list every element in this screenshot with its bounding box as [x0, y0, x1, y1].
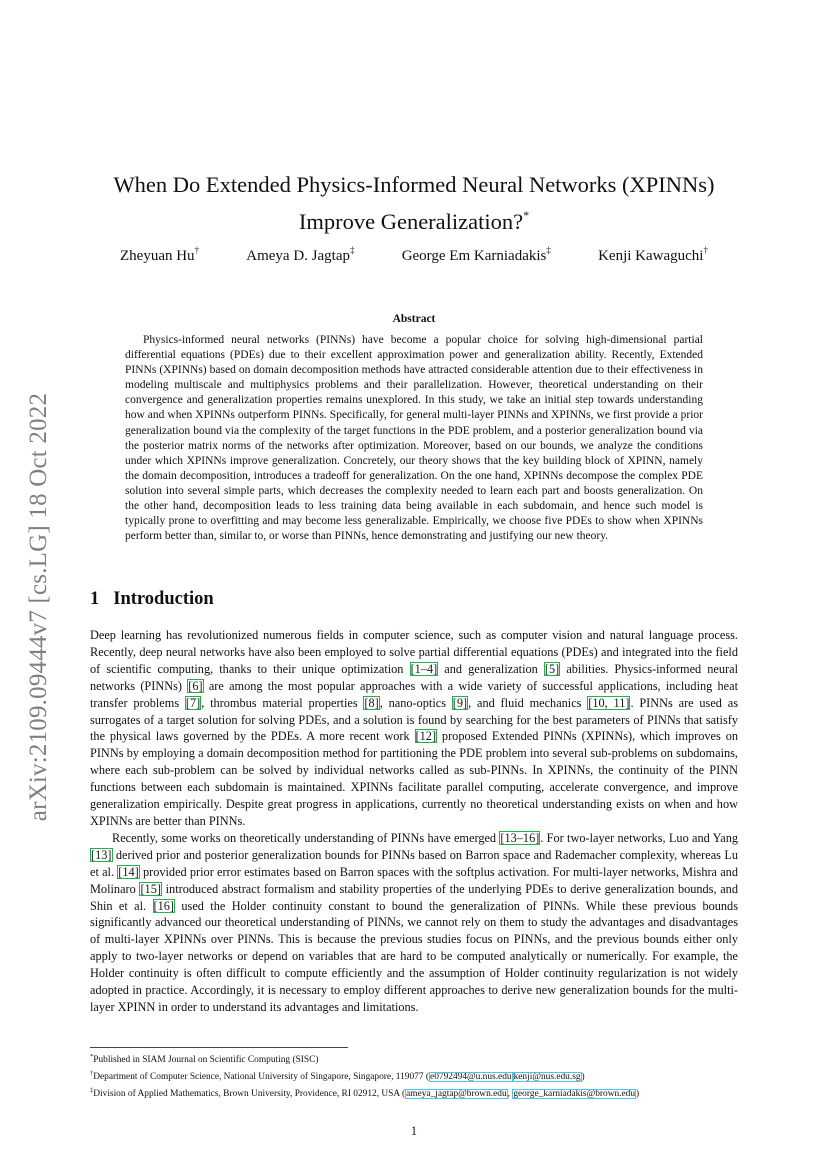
paper-title: [80, 170, 748, 237]
citation-link[interactable]: [6]: [188, 678, 203, 693]
page-number: 1: [410, 1124, 418, 1138]
author: Ameya D. Jagtap‡: [246, 245, 355, 264]
email-link[interactable]: ameya_jagtap@brown.edu: [406, 1089, 507, 1100]
email-link[interactable]: kenji@nus.edu.sg: [513, 1072, 581, 1083]
paragraph: Deep learning has revolutionized numerous fields in computer science, such as computer vision and natural language process. Recently, deep neural networks have also been employed to solve partial differential equations (PDEs) and integrated into the field of scientific computing, thanks to their unique optimization [1–4] and generalization [5] abilities. Physics-informed neural networks (PINNs) [6] are among the most popular approaches with a wide variety of successful applications, including heat transfer problems [7], thrombus material properties [8], nano-optics [9], and fluid mechanics [10, 11]. PINNs are used as surrogates of a target solution for solving PDEs, and a solution is found by searching for the best parameters of PINNs that satisfy the physical laws governed by the PDEs. A more recent work [12] proposed Extended PINNs (XPINNs), which improves on PINNs by employing a domain decomposition method for partitioning the PDE problem into several sub-problems on subdomains, where each sub-problem can be solved by individual networks called as sub-PINNs. In XPINNs, the continuity of the PINN functions between each subdomain is maintained. XPINNs facilitate parallel computing, accelerate convergence, and improve generalization empirically. Despite great progress in applications, currently no theoretical understanding exists on when and how XPINNs are better than PINNs.: [90, 628, 739, 828]
section-number: 1: [90, 589, 100, 609]
author: Zheyuan Hu†: [120, 245, 200, 264]
author-list: [90, 245, 738, 265]
footnote: †Department of Computer Science, National University of Singapore, Singapore, 119077 (e0792494@u.nus.edu kenji@nus.edu.sg): [90, 1070, 585, 1083]
section-title: Introduction: [113, 589, 214, 609]
paragraph: Recently, some works on theoretically understanding of PINNs have emerged [13–16]. For two-layer networks, Luo and Yang [13] derived prior and posterior generalization bounds for PINNs based on Barron space and Rademacher complexity, whereas Lu et al. [14] provided prior error estimates based on Barron spaces with the softplus activation. For multi-layer networks, Mishra and Molinaro [15] introduced abstract formalism and stability properties of the underlying PDEs to derive generalization bounds, and Shin et al. [16] used the Holder continuity constant to bound the generalization of PINNs. While these previous bounds significantly advanced our theoretical understanding of PINNs, we cannot rely on them to study the advantages and disadvantages of multi-layer XPINNs over PINNs. This is because the previous studies focus on PINNs, and the previous bounds either only apply to two-layer networks or depend on variables that are hard to be computed analytically or numerically. For example, the Holder continuity is often difficult to compute efficiently and the assumption of Holder continuity regularization is not widely adopted in practice. Accordingly, it is necessary to employ different approaches to derive new generalization bounds for the multi-layer XPINN in order to understand its advantages and limitations.: [90, 830, 738, 1014]
section-heading: [90, 589, 214, 610]
citation-link[interactable]: [13]: [91, 847, 112, 862]
arxiv-identifier-text: arXiv:2109.09444v7 [cs.LG] 18 Oct 2022: [25, 392, 52, 822]
title-line-1: When Do Extended Physics-Informed Neural Networks (XPINNs): [113, 172, 715, 197]
footnotes: [90, 1050, 750, 1102]
citation-link[interactable]: [1–4]: [410, 661, 438, 676]
title-line-2: Improve Generalization?: [298, 209, 524, 234]
citation-link[interactable]: [5]: [544, 661, 560, 676]
citation-link[interactable]: [8]: [364, 695, 379, 710]
citation-link[interactable]: [13–16]: [500, 830, 540, 845]
email-link[interactable]: e0792494@u.nus.edu: [430, 1072, 512, 1083]
citation-link[interactable]: [16]: [153, 898, 175, 913]
citation-link[interactable]: [9]: [452, 695, 468, 710]
footnote-divider: [90, 1047, 348, 1048]
title-footnote-mark: *: [523, 208, 530, 222]
abstract-text: Physics-informed neural networks (PINNs) have become a popular choice for solving high-dimensional partial differential equations (PDEs) due to their excellent approximation power and generalization ability. Recently, Extended PINNs (XPINNs) based on domain decomposition methods have attracted considerable attention due to their effectiveness in modeling multiscale and multiphysics problems and their parallelization. However, theoretical understanding on their convergence and generalization properties remains unexplored. In this study, we take an initial step towards understanding how and when XPINNs outperform PINNs. Specifically, for general multi-layer PINNs and XPINNs, we first provide a prior generalization bound via the complexity of the target functions in the PDE problem, and a posterior generalization bound via the posterior matrix norms of the networks after optimization. Moreover, based on our bounds, we analyze the conditions under which XPINNs improve generalization. Concretely, our theory shows that the key building block of XPINN, namely the domain decomposition, introduces a tradeoff for generalization. On the one hand, XPINNs decompose the complex PDE solution into several simple parts, which decreases the complexity needed to learn each part and boosts generalization. On the other hand, decomposition leads to less training data being available in each subdomain, and hence such model is typically prone to overfitting and may become less generalizable. Empirically, we choose five PDEs to show when XPINNs perform better than, similar to, or worse than PINNs, hence demonstrating and justifying our new theory.: [125, 334, 703, 543]
citation-link[interactable]: [7]: [185, 695, 201, 710]
abstract-heading: Abstract: [392, 313, 436, 325]
citation-link[interactable]: [14]: [118, 864, 139, 879]
email-link[interactable]: george_karniadakis@brown.edu: [513, 1089, 636, 1100]
footnote: ‡Division of Applied Mathematics, Brown University, Providence, RI 02912, USA (ameya_jagtap@brown.edu, george_karniadakis@brown.edu): [90, 1087, 640, 1100]
citation-link[interactable]: [12]: [415, 729, 437, 744]
author: George Em Karniadakis‡: [401, 245, 551, 264]
introduction-body: [90, 627, 738, 1016]
author: Kenji Kawaguchi†: [598, 245, 708, 264]
arxiv-identifier-stamp: [16, 364, 62, 850]
citation-link[interactable]: [10, 11]: [588, 695, 630, 710]
citation-link[interactable]: [15]: [140, 881, 161, 896]
footnote: *Published in SIAM Journal on Scientific Computing (SISC): [90, 1053, 319, 1065]
